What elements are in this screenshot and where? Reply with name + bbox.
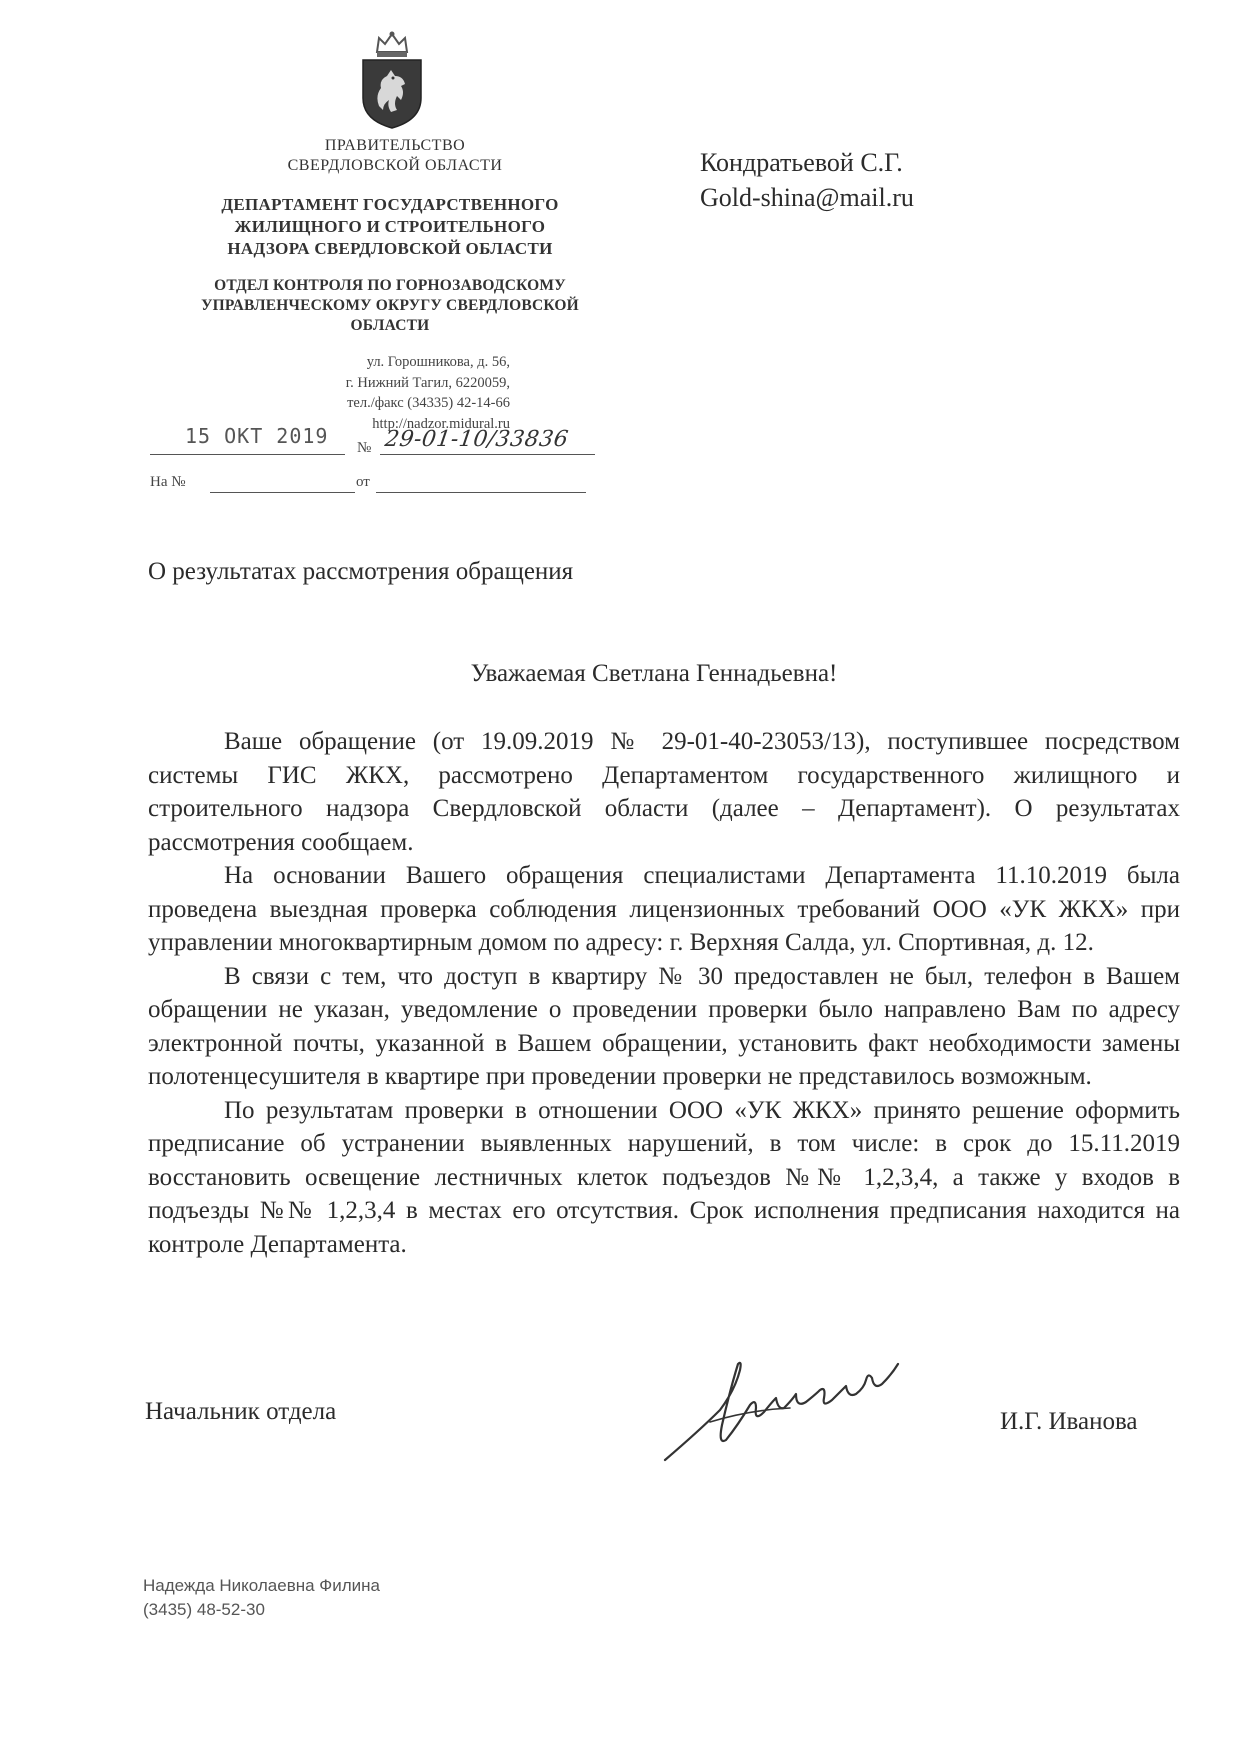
body-paragraph: Ваше обращение (от 19.09.2019 № 29-01-40-23053/13), поступившее посредством системы ГИС ЖКХ, рассмотрено Департаментом государственного жилищного и строительного надзора Свердловской области (далее – Департамент). О результатах рассмотрения сообщаем. (148, 728, 1180, 856)
division-line: ОТДЕЛ КОНТРОЛЯ ПО ГОРНОЗАВОДСКОМУ (214, 277, 566, 294)
contact-city: г. Нижний Тагил, 6220059, (345, 374, 510, 391)
letter-subject: О результатах рассмотрения обращения (148, 558, 574, 585)
signatory-position: Начальник отдела (145, 1398, 337, 1425)
contact-address: ул. Горошникова, д. 56, (366, 354, 510, 370)
contact-website: http://nadzor.midural.ru (372, 415, 510, 432)
number-label: № (357, 440, 372, 456)
letter-greeting: Уважаемая Светлана Геннадьевна! (470, 660, 838, 687)
reply-date-underline (376, 476, 586, 493)
executor-phone: (3435) 48-52-30 (143, 1600, 265, 1619)
date-stamp: 15 ОКТ 2019 (185, 424, 329, 448)
reply-to-label: На № (150, 474, 186, 490)
executor-name: Надежда Николаевна Филина (143, 1576, 380, 1595)
division-line: ОБЛАСТИ (350, 317, 430, 335)
body-paragraph: На основании Вашего обращения специалистами Департамента 11.10.2019 была проведена выездная проверка соблюдения лицензионных требований ООО «УК ЖКХ» при управлении многоквартирным домом по адресу: г. Верхняя Салда, ул. Спортивная, д. 12. (148, 862, 1180, 956)
from-label: от (356, 474, 370, 490)
recipient-name: Кондратьевой С.Г. (700, 148, 903, 177)
department-line: ДЕПАРТАМЕНТ ГОСУДАРСТВЕННОГО (221, 195, 559, 214)
government-line: ПРАВИТЕЛЬСТВО (324, 137, 466, 154)
department-contacts (270, 352, 510, 434)
coat-of-arms-emblem (357, 30, 427, 130)
division-header (150, 276, 630, 336)
signatory-name: И.Г. Иванова (1000, 1408, 1138, 1435)
reply-number-underline (210, 476, 355, 493)
recipient-email: Gold-shina@mail.ru (700, 183, 914, 213)
department-line: ЖИЛИЩНОГО И СТРОИТЕЛЬНОГО (234, 216, 546, 236)
letter-body (148, 725, 1180, 1261)
handwritten-signature (660, 1350, 920, 1470)
division-line: УПРАВЛЕНЧЕСКОМУ ОКРУГУ СВЕРДЛОВСКОЙ (201, 297, 579, 315)
government-line: СВЕРДЛОВСКОЙ ОБЛАСТИ (287, 157, 503, 174)
government-header (230, 136, 560, 176)
body-paragraph: По результатам проверки в отношении ООО «УК ЖКХ» принято решение оформить предписание об устранении выявленных нарушений, в том числе: в срок до 15.11.2019 восстановить освещение лестничных клеток подъездов №№ 1,2,3,4, а также у входов в подъезды №№ 1,2,3,4 в местах его отсутствия. Срок исполнения предписания находится на контроле Департамента. (148, 1096, 1180, 1258)
department-line: НАДЗОРА СВЕРДЛОВСКОЙ ОБЛАСТИ (227, 238, 553, 258)
registration-number: 29-01-10/33836 (383, 427, 571, 452)
body-paragraph: В связи с тем, что доступ в квартиру № 30 предоставлен не был, телефон в Вашем обращении не указан, уведомление о проведении проверки было направлено Вам по адресу электронной почты, указанной в Вашем обращении, установить факт необходимости замены полотенцесушителя в квартире при проведении проверки не представилось возможным. (148, 962, 1180, 1090)
recipient-block (700, 145, 914, 215)
contact-phone: тел./факс (34335) 42-14-66 (347, 395, 510, 412)
department-header (170, 194, 610, 259)
